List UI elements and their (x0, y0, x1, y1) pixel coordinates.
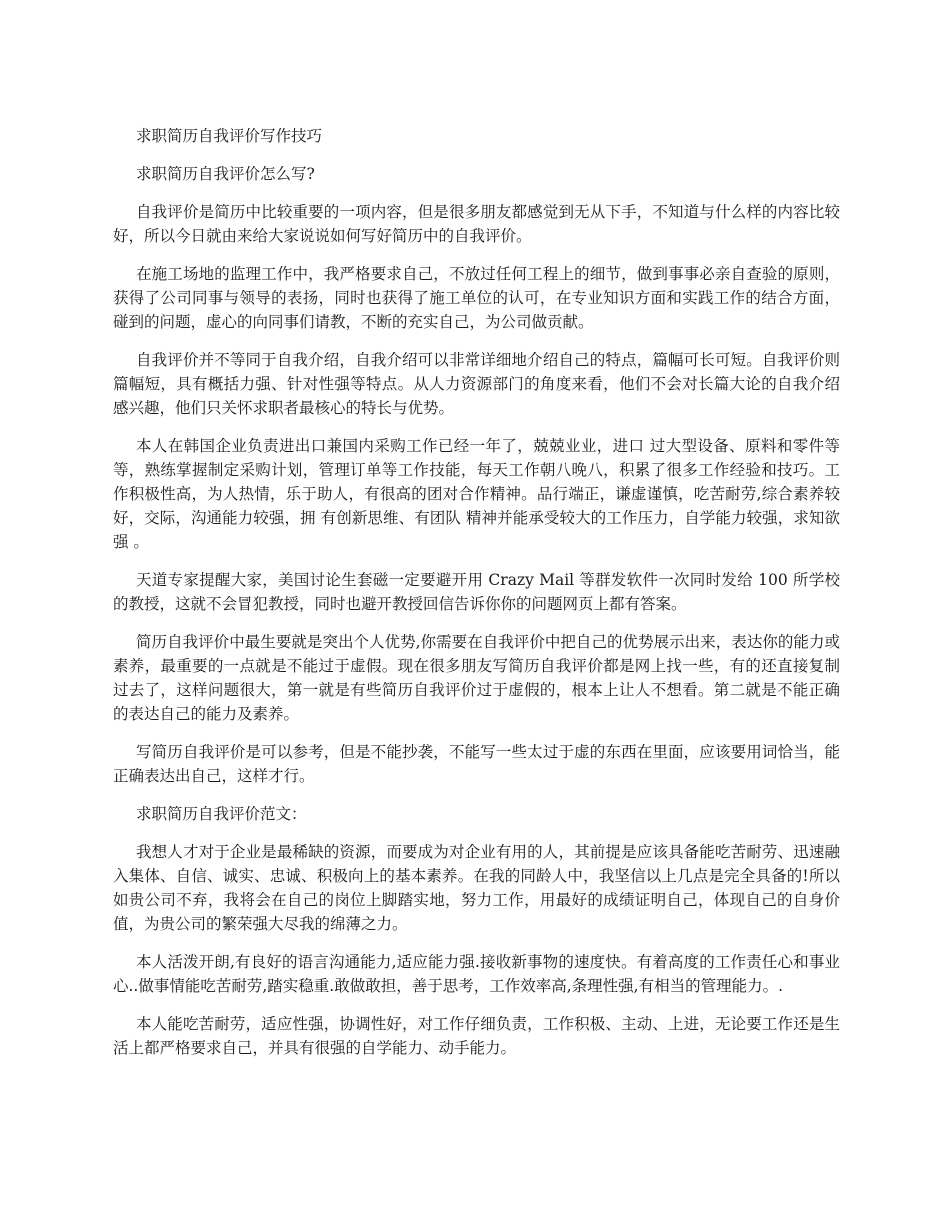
paragraph-sample-1: 我想人才对于企业是最稀缺的资源，而要成为对企业有用的人，其前提是应该具备能吃苦耐劳、迅速融入集体、自信、诚实、忠诚、积极向上的基本素养。在我的同龄人中，我坚信以上几点是完全具备的!所以如贵公司不弃，我将会在自己的岗位上脚踏实地，努力工作，用最好的成绩证明自己，体现自己的自身价值，为贵公司的繁荣强大尽我的绵薄之力。 (113, 843, 840, 933)
document-subtitle: 求职简历自我评价怎么写? (136, 165, 315, 183)
document-title: 求职简历自我评价写作技巧 (136, 127, 323, 145)
paragraph-example-procurement: 本人在韩国企业负责进出口兼国内采购工作已经一年了，兢兢业业，进口 过大型设备、原料和零件等等，熟练掌握制定采购计划，管理订单等工作技能，每天工作朝八晚八，积累了很多工作经验和技巧。工作积极性高，为人热情，乐于助人，有很高的团对合作精神。品行端正，谦虚谨慎，吃苦耐劳,综合素养较好，交际，沟通能力较强，拥 有创新思维、有团队 精神并能承受较大的工作压力，自学能力较强，求知欲强 。 (113, 437, 840, 551)
paragraph-highlight-strengths: 简历自我评价中最生要就是突出个人优势,你需要在自我评价中把自己的优势展示出来，表达你的能力或素养，最重要的一点就是不能过于虚假。现在很多朋友写简历自我评价都是网上找一些，有的还直接复制过去了，这样问题很大，第一就是有些简历自我评价过于虚假的，根本上让人不想看。第二就是不能正确的表达自己的能力及素养。 (113, 633, 840, 723)
section-heading-samples: 求职简历自我评价范文： (136, 805, 307, 823)
paragraph-expert-tip: 天道专家提醒大家，美国讨论生套磁一定要避开用 Crazy Mail 等群发软件一次同时发给 100 所学校的教授，这就不会冒犯教授，同时也避开教授回信告诉你你的问题网页上都有答案。 (113, 571, 840, 613)
paragraph-no-copying: 写简历自我评价是可以参考，但是不能抄袭，不能写一些太过于虚的东西在里面，应该要用词恰当，能正确表达出自己，这样才行。 (113, 743, 840, 785)
paragraph-example-supervision: 在施工场地的监理工作中，我严格要求自己，不放过任何工程上的细节，做到事事必亲自查验的原则，获得了公司同事与领导的表扬，同时也获得了施工单位的认可，在专业知识方面和实践工作的结合方面，碰到的问题，虚心的向同事们请教，不断的充实自己，为公司做贡献。 (113, 265, 840, 331)
document-body (113, 124, 840, 1074)
paragraph-intro: 自我评价是简历中比较重要的一项内容，但是很多朋友都感觉到无从下手，不知道与什么样的内容比较好，所以今日就由来给大家说说如何写好简历中的自我评价。 (113, 203, 840, 245)
paragraph-self-eval-vs-intro: 自我评价并不等同于自我介绍，自我介绍可以非常详细地介绍自己的特点，篇幅可长可短。自我评价则篇幅短，具有概括力强、针对性强等特点。从人力资源部门的角度来看，他们不会对长篇大论的自我介绍感兴趣，他们只关怀求职者最核心的特长与优势。 (113, 351, 840, 417)
paragraph-sample-2: 本人活泼开朗,有良好的语言沟通能力,适应能力强.接收新事物的速度快。有着高度的工作责任心和事业心..做事情能吃苦耐劳,踏实稳重.敢做敢担，善于思考，工作效率高,条理性强,有相当的管理能力。. (113, 953, 840, 995)
paragraph-sample-3: 本人能吃苦耐劳，适应性强，协调性好，对工作仔细负责，工作积极、主动、上进，无论要工作还是生活上都严格要求自己，并具有很强的自学能力、动手能力。 (113, 1015, 840, 1057)
